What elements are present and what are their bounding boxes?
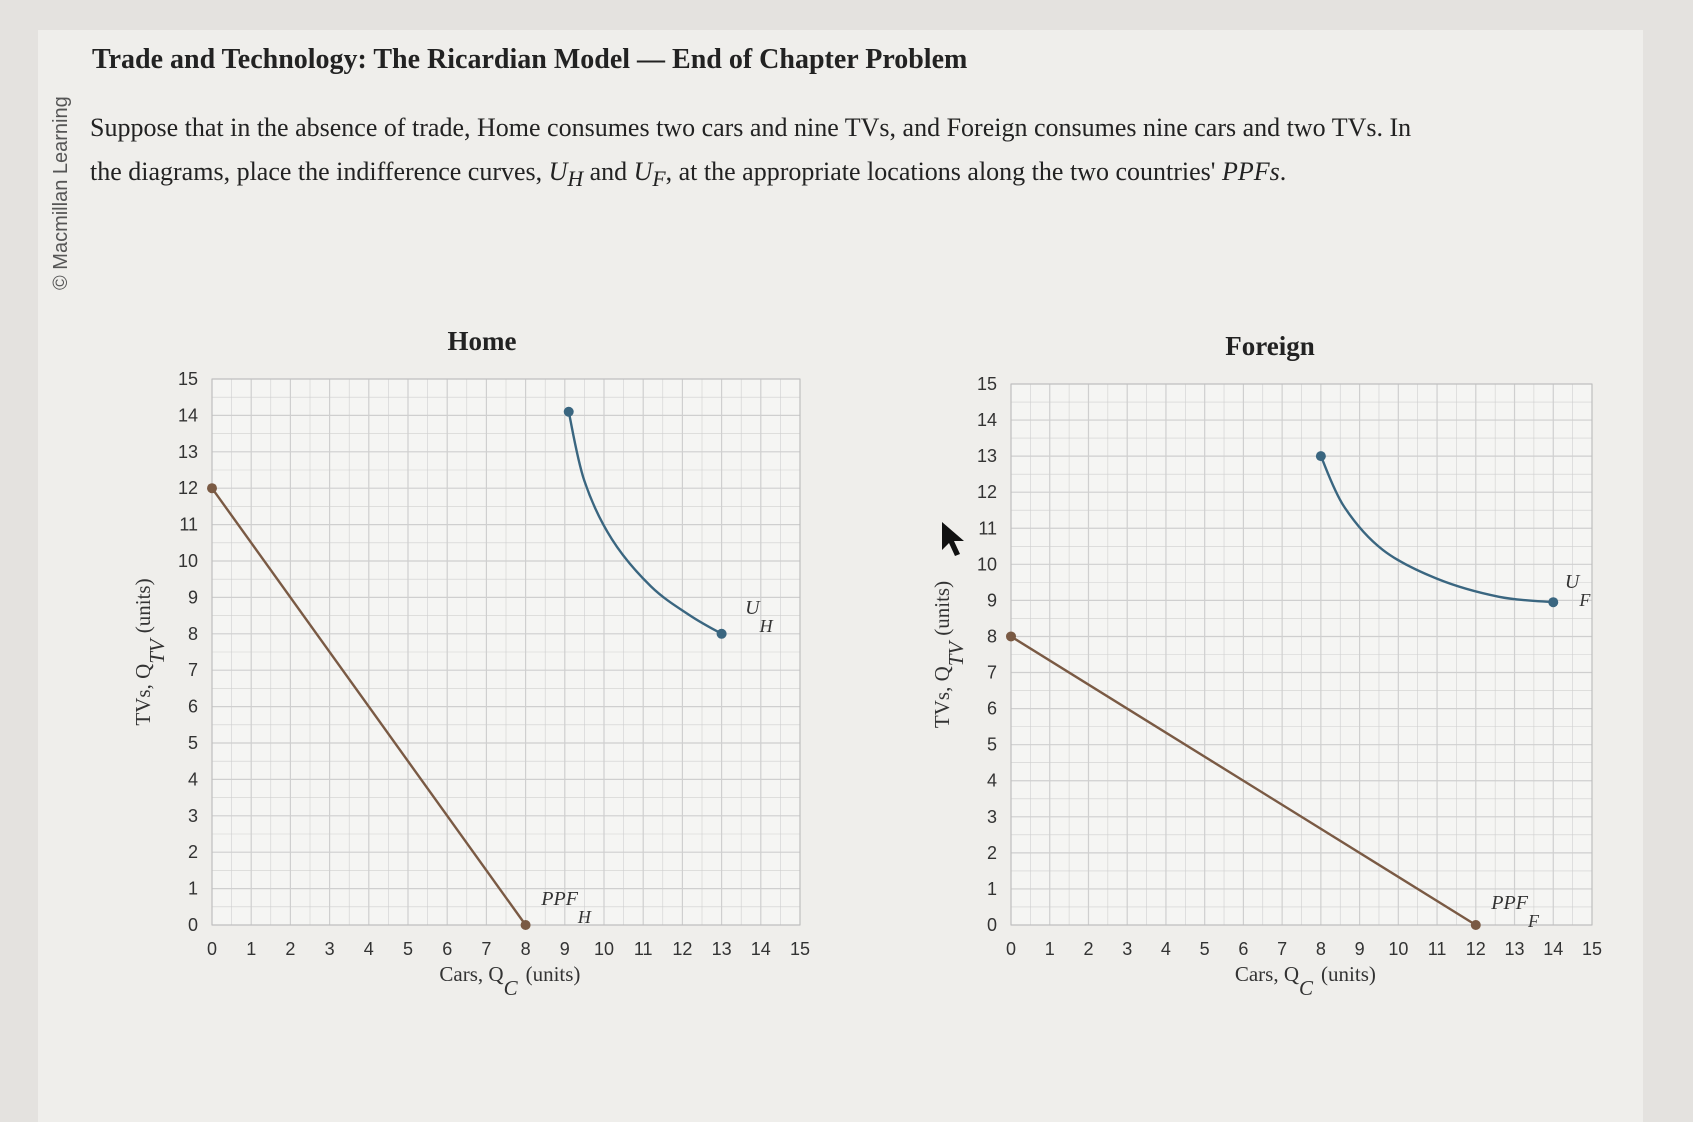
ppf-label: PPFH bbox=[541, 887, 591, 927]
chart-1 bbox=[930, 331, 1602, 1000]
prompt-and: and bbox=[583, 157, 634, 186]
y-tick-label: 13 bbox=[177, 441, 198, 462]
ppf-endpoint bbox=[1471, 920, 1481, 930]
curve-label: UH bbox=[745, 596, 773, 636]
y-axis-label: TVs, QTV(units) bbox=[131, 578, 169, 726]
x-tick-label: 8 bbox=[1315, 939, 1326, 959]
x-tick-label: 5 bbox=[1199, 939, 1210, 959]
curve-endpoint bbox=[564, 407, 574, 417]
y-tick-label: 2 bbox=[187, 842, 198, 863]
x-tick-label: 2 bbox=[285, 939, 296, 959]
x-tick-label: 7 bbox=[1277, 939, 1288, 959]
y-tick-label: 15 bbox=[976, 374, 997, 394]
y-tick-label: 11 bbox=[179, 514, 198, 535]
x-tick-label: 1 bbox=[246, 939, 257, 959]
y-tick-label: 6 bbox=[986, 698, 997, 719]
prompt-line-1: Suppose that in the absence of trade, Home consumes two cars and nine TVs, and Foreign consumes nine cars and two TVs. In bbox=[90, 113, 1412, 142]
ppf-endpoint bbox=[1006, 631, 1016, 641]
y-tick-label: 8 bbox=[986, 626, 997, 647]
x-tick-label: 0 bbox=[1005, 939, 1017, 959]
x-tick-label: 0 bbox=[206, 939, 218, 959]
y-tick-label: 15 bbox=[177, 369, 198, 389]
x-tick-label: 9 bbox=[559, 939, 570, 959]
y-tick-label: 13 bbox=[976, 446, 997, 467]
y-tick-label: 9 bbox=[986, 590, 997, 611]
x-tick-label: 3 bbox=[1122, 939, 1133, 959]
x-tick-label: 12 bbox=[672, 939, 693, 959]
y-tick-label: 12 bbox=[177, 478, 198, 499]
ppf-endpoint bbox=[207, 483, 217, 493]
y-tick-label: 3 bbox=[187, 805, 198, 826]
y-axis-label: TVs, QTV(units) bbox=[930, 580, 968, 729]
x-axis-label: Cars, QC(units) bbox=[439, 962, 581, 1000]
ppf-label: PPFF bbox=[1491, 891, 1539, 931]
x-axis-label: Cars, QC(units) bbox=[1234, 962, 1376, 1000]
y-tick-label: 0 bbox=[187, 915, 198, 935]
chart-title: Home bbox=[447, 326, 517, 356]
y-tick-label: 1 bbox=[187, 878, 198, 899]
y-tick-label: 6 bbox=[187, 696, 198, 717]
x-tick-label: 14 bbox=[1543, 939, 1564, 959]
problem-prompt: Suppose that in the absence of trade, Home consumes two cars and nine TVs, and Foreign consumes nine cars and two TVs. In the diagrams, place the indifference curves, $U_H$ and $U_F$, at the appropriate locations along the two countries' PPFs. bbox=[90, 113, 1412, 192]
x-tick-label: 10 bbox=[1388, 939, 1409, 959]
y-tick-label: 12 bbox=[976, 482, 997, 503]
y-tick-label: 5 bbox=[986, 734, 997, 755]
y-tick-label: 3 bbox=[986, 806, 997, 827]
x-tick-label: 9 bbox=[1354, 939, 1365, 959]
copyright-credit: © Macmillan Learning bbox=[50, 96, 72, 290]
prompt-ppfs: PPFs bbox=[1221, 157, 1280, 186]
y-tick-label: 4 bbox=[986, 770, 997, 791]
x-tick-label: 15 bbox=[789, 939, 811, 959]
x-tick-label: 6 bbox=[1238, 939, 1249, 959]
x-tick-label: 1 bbox=[1044, 939, 1055, 959]
prompt-line-2b: , at the appropriate locations along the two countries' bbox=[665, 157, 1222, 186]
x-tick-label: 12 bbox=[1465, 939, 1486, 959]
x-tick-label: 4 bbox=[1160, 939, 1171, 959]
x-tick-label: 3 bbox=[324, 939, 335, 959]
ppf-endpoint bbox=[521, 920, 531, 930]
prompt-line-2a: the diagrams, place the indifference curves, bbox=[90, 157, 549, 186]
x-tick-label: 7 bbox=[481, 939, 492, 959]
x-tick-label: 13 bbox=[1504, 939, 1525, 959]
curve-label: UF bbox=[1564, 570, 1591, 610]
y-tick-label: 5 bbox=[187, 733, 198, 753]
y-tick-label: 2 bbox=[986, 842, 997, 863]
y-tick-label: 14 bbox=[177, 405, 198, 426]
y-tick-label: 0 bbox=[986, 915, 997, 935]
x-tick-label: 2 bbox=[1083, 939, 1094, 959]
curve-endpoint bbox=[717, 629, 727, 639]
x-tick-label: 4 bbox=[363, 939, 374, 959]
y-tick-label: 7 bbox=[187, 660, 198, 681]
y-tick-label: 4 bbox=[187, 769, 198, 790]
x-tick-label: 14 bbox=[750, 939, 771, 959]
page-title: Trade and Technology: The Ricardian Model — End of Chapter Problem bbox=[92, 44, 968, 75]
prompt-uh: $U_H$ bbox=[548, 157, 584, 192]
curve-endpoint bbox=[1548, 597, 1558, 607]
y-tick-label: 10 bbox=[976, 554, 997, 575]
x-tick-label: 11 bbox=[1427, 939, 1447, 959]
x-tick-label: 11 bbox=[633, 939, 653, 959]
x-tick-label: 6 bbox=[442, 939, 453, 959]
x-tick-label: 13 bbox=[711, 939, 732, 959]
chart-0 bbox=[131, 326, 810, 1000]
y-tick-label: 9 bbox=[187, 587, 198, 608]
mouse-cursor-icon bbox=[942, 522, 964, 556]
chart-title: Foreign bbox=[1225, 331, 1315, 361]
x-tick-label: 15 bbox=[1581, 939, 1603, 959]
y-tick-label: 14 bbox=[976, 410, 997, 431]
y-tick-label: 1 bbox=[986, 878, 997, 899]
y-tick-label: 10 bbox=[177, 551, 198, 571]
x-tick-label: 8 bbox=[520, 939, 531, 959]
y-tick-label: 11 bbox=[978, 518, 997, 539]
x-tick-label: 10 bbox=[593, 939, 615, 959]
y-tick-label: 8 bbox=[187, 623, 198, 644]
x-tick-label: 5 bbox=[402, 939, 414, 959]
y-tick-label: 7 bbox=[986, 662, 997, 683]
prompt-uf: $U_F$ bbox=[633, 157, 666, 192]
curve-endpoint bbox=[1316, 451, 1326, 461]
